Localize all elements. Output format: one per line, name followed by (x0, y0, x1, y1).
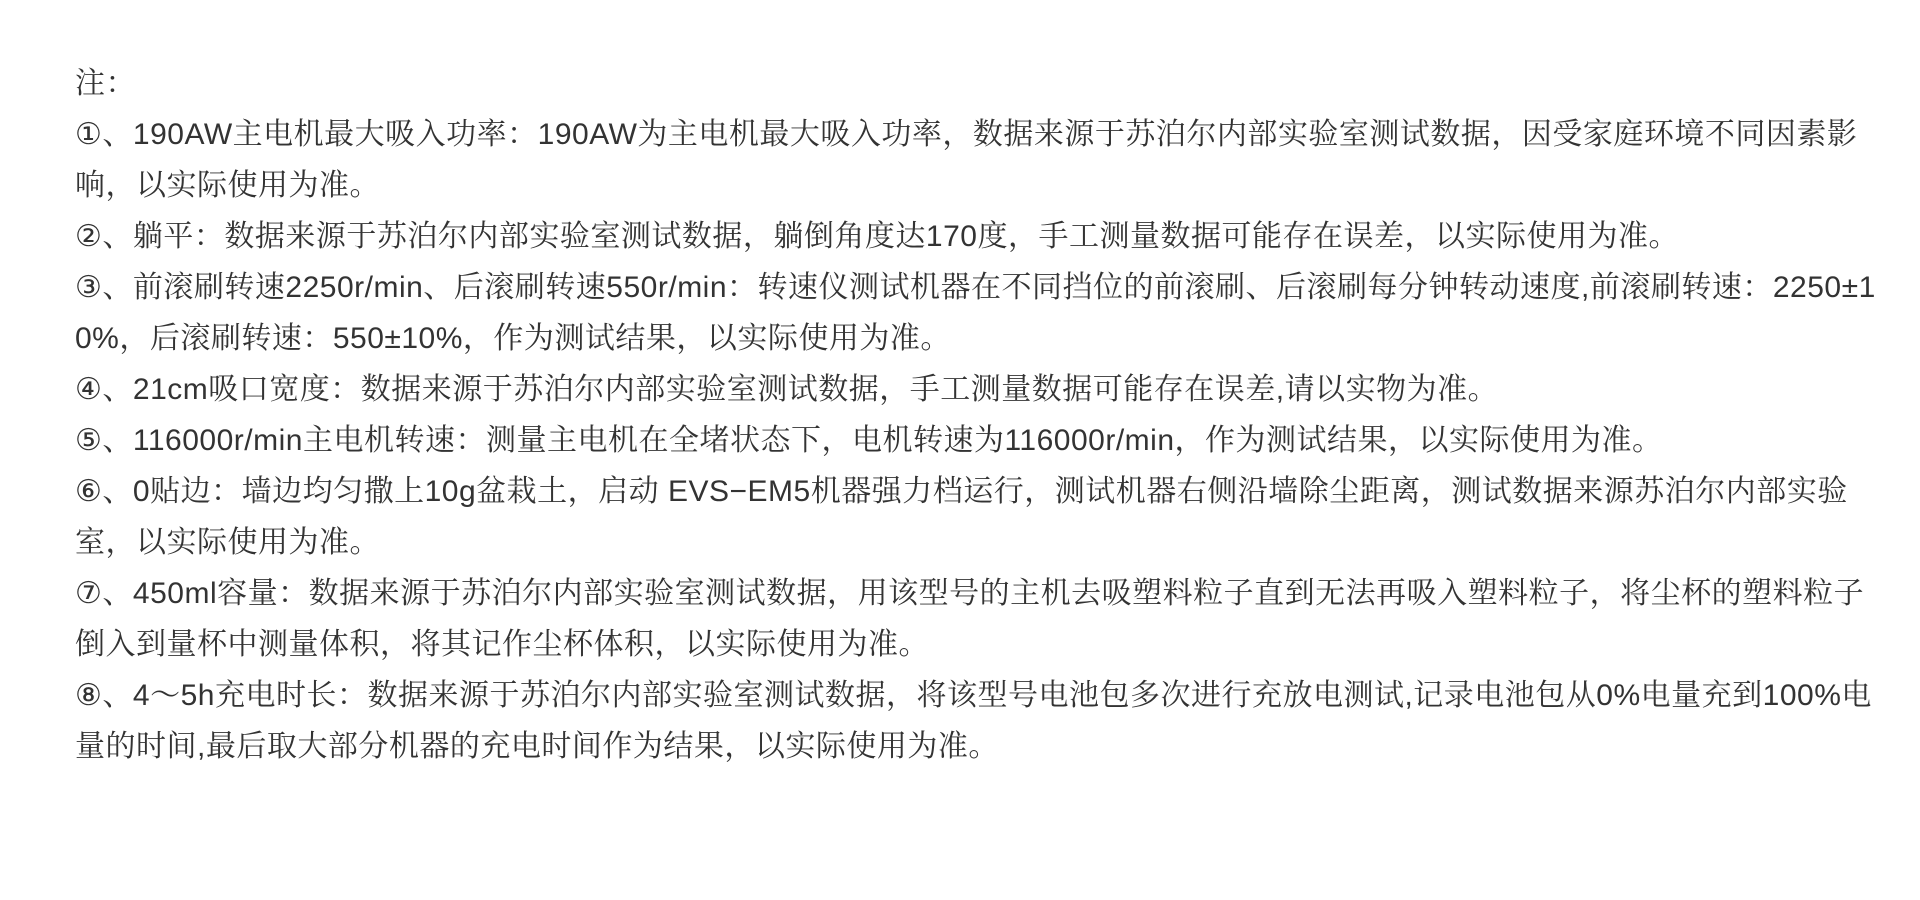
note-marker-5: ⑤、 (75, 424, 133, 457)
note-text-8: 4～5h充电时长：数据来源于苏泊尔内部实验室测试数据，将该型号电池包多次进行充放电测试,记录电池包从0%电量充到100%电量的时间,最后取大部分机器的充电时间作为结果，以实际使用为准。 (75, 679, 1872, 763)
note-marker-8: ⑧、 (75, 679, 133, 712)
note-item-6 (75, 466, 1890, 568)
note-item-1 (75, 109, 1890, 211)
note-text-1: 190AW主电机最大吸入功率：190AW为主电机最大吸入功率，数据来源于苏泊尔内部实验室测试数据，因受家庭环境不同因素影响，以实际使用为准。 (75, 118, 1858, 202)
note-marker-7: ⑦、 (75, 577, 133, 610)
notes-text-block (75, 58, 1890, 772)
notes-heading: 注： (75, 67, 136, 100)
note-text-3: 前滚刷转速2250r/min、后滚刷转速550r/min：转速仪测试机器在不同挡位的前滚刷、后滚刷每分钟转动速度,前滚刷转速：2250±10%，后滚刷转速：550±10%，作为测试结果，以实际使用为准。 (75, 271, 1876, 355)
note-marker-1: ①、 (75, 118, 133, 151)
note-text-2: 躺平：数据来源于苏泊尔内部实验室测试数据，躺倒角度达170度，手工测量数据可能存在误差，以实际使用为准。 (132, 220, 1679, 253)
note-text-7: 450ml容量：数据来源于苏泊尔内部实验室测试数据，用该型号的主机去吸塑料粒子直到无法再吸入塑料粒子，将尘杯的塑料粒子倒入到量杯中测量体积，将其记作尘杯体积，以实际使用为准。 (75, 577, 1865, 661)
note-text-4: 21cm吸口宽度：数据来源于苏泊尔内部实验室测试数据，手工测量数据可能存在误差,请以实物为准。 (132, 373, 1499, 406)
note-text-5: 116000r/min主电机转速：测量主电机在全堵状态下，电机转速为116000r/min，作为测试结果，以实际使用为准。 (132, 424, 1663, 457)
note-item-5 (75, 415, 1890, 466)
note-item-2 (75, 211, 1890, 262)
note-item-8 (75, 670, 1890, 772)
note-item-3 (75, 262, 1890, 364)
note-item-4 (75, 364, 1890, 415)
note-item-7 (75, 568, 1890, 670)
note-marker-3: ③、 (75, 271, 133, 304)
note-marker-4: ④、 (75, 373, 133, 406)
note-marker-6: ⑥、 (75, 475, 133, 508)
note-marker-2: ②、 (75, 220, 133, 253)
note-text-6: 0贴边：墙边均匀撒上10g盆栽土，启动 EVS−EM5机器强力档运行，测试机器右侧沿墙除尘距离，测试数据来源苏泊尔内部实验室，以实际使用为准。 (75, 475, 1848, 559)
